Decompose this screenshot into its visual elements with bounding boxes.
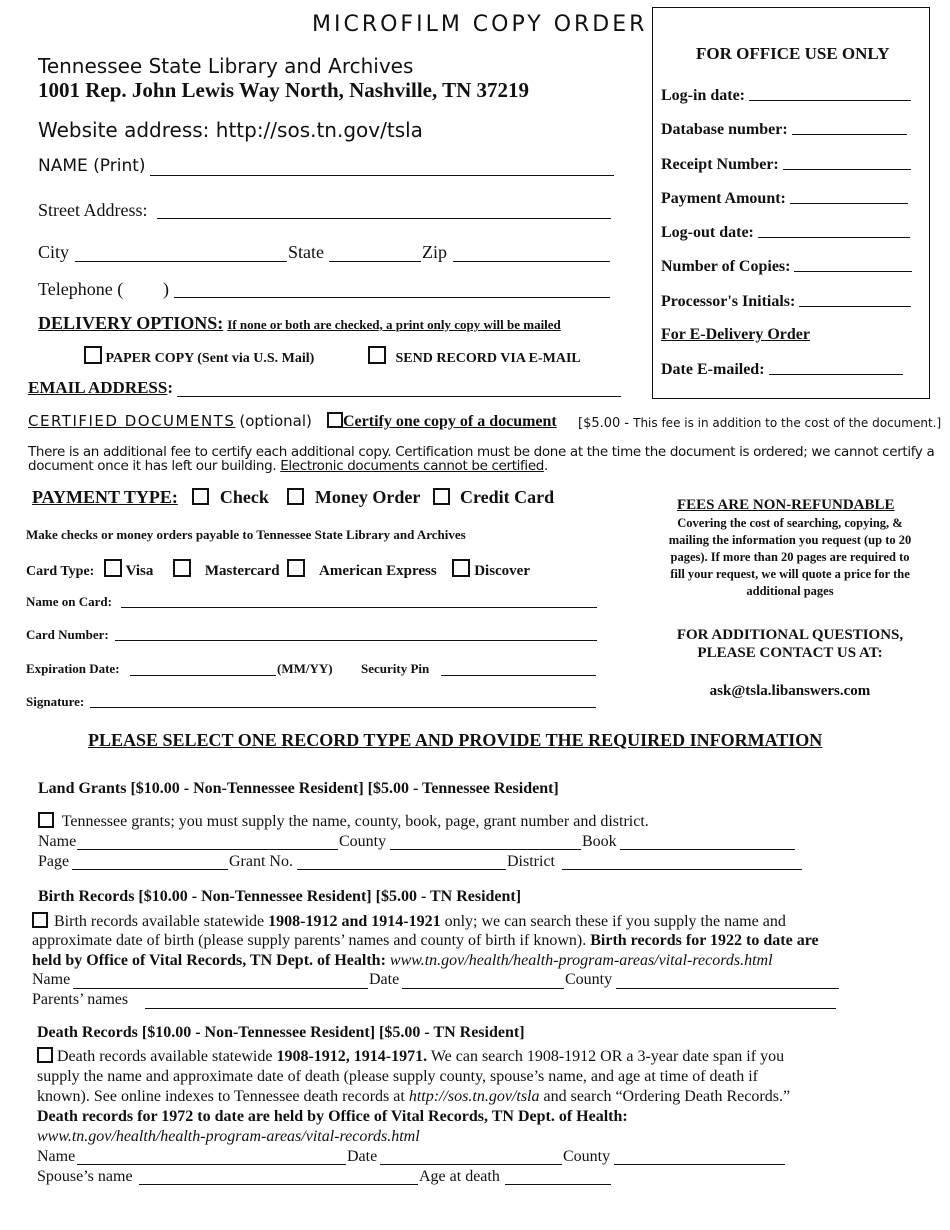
fees-description	[640, 515, 940, 600]
death-line-3	[37, 1088, 790, 1106]
zip-field[interactable]	[453, 261, 610, 262]
email-address-text: EMAIL ADDRESS	[28, 378, 168, 397]
death-link-2[interactable]: www.tn.gov/health/health-program-areas/vital-records.html	[37, 1128, 420, 1145]
pin-field[interactable]	[441, 675, 596, 676]
delivery-options	[38, 313, 561, 334]
birth-l2b: Birth records for 1922 to date are	[590, 932, 819, 949]
land-name-field[interactable]	[77, 849, 338, 850]
birth-l1c: only; we can search these if you supply the name and	[444, 913, 786, 930]
death-date-label: Date	[347, 1148, 378, 1165]
birth-line-2	[32, 932, 819, 950]
fees-line: pages). If more than 20 pages are required to	[670, 550, 910, 564]
name-on-card-label: Name on Card:	[26, 594, 112, 609]
death-line-4: Death records for 1972 to date are held by Office of Vital Records, TN Dept. of Health:	[37, 1108, 628, 1125]
birth-l2a: approximate date of birth (please supply parents’ names and county of birth if known).	[32, 932, 587, 949]
mastercard-checkbox[interactable]	[173, 559, 191, 577]
death-name-label: Name	[37, 1148, 76, 1165]
fees-line: Covering the cost of searching, copying, &	[677, 516, 903, 530]
birth-link[interactable]: www.tn.gov/health/health-program-areas/vital-records.html	[389, 952, 773, 969]
certified-optional: (optional)	[239, 412, 312, 430]
office-initials-label: Processor's Initials:	[661, 293, 796, 310]
land-book-field[interactable]	[620, 849, 795, 850]
office-emailed-field[interactable]	[769, 360, 903, 375]
website-label-text: Website address:	[38, 118, 210, 142]
birth-checkbox[interactable]	[32, 912, 48, 928]
payment-row	[32, 487, 554, 508]
certify-fee	[578, 414, 941, 432]
land-county-field[interactable]	[390, 849, 581, 850]
visa-label: Visa	[125, 563, 154, 579]
contact-email[interactable]: ask@tsla.libanswers.com	[709, 683, 871, 699]
birth-parents-field[interactable]	[145, 1008, 836, 1009]
office-edelivery-label: For E-Delivery Order	[661, 326, 810, 343]
name-on-card-field[interactable]	[121, 607, 597, 608]
org-address: 1001 Rep. John Lewis Way North, Nashville, TN 37219	[38, 78, 530, 102]
birth-title: Birth Records [$10.00 - Non-Tennessee Resident] [$5.00 - TN Resident]	[38, 888, 522, 905]
telephone-field[interactable]	[174, 297, 610, 298]
death-county-field[interactable]	[614, 1164, 785, 1165]
birth-l1a: Birth records available statewide	[54, 913, 265, 930]
birth-county-label: County	[565, 971, 613, 988]
questions-line-2: PLEASE CONTACT US AT:	[697, 645, 883, 661]
death-date-field[interactable]	[380, 1164, 562, 1165]
office-receipt-label: Receipt Number:	[661, 156, 779, 173]
name-label: NAME (Print)	[38, 156, 146, 176]
office-login-row	[661, 86, 911, 105]
death-checkbox[interactable]	[37, 1047, 53, 1063]
death-l1b: 1908-1912, 1914-1971.	[276, 1048, 428, 1065]
office-emailed-row	[661, 360, 903, 379]
name-field[interactable]	[150, 175, 614, 176]
office-logout-row	[661, 223, 910, 242]
death-l3c: and search “Ordering Death Records.”	[543, 1088, 791, 1105]
death-line-1	[37, 1047, 784, 1066]
certify-checkbox[interactable]	[327, 412, 343, 428]
card-type-label: Card Type:	[26, 564, 95, 579]
expiration-label: Expiration Date:	[26, 661, 120, 676]
discover-label: Discover	[474, 563, 530, 579]
office-receipt-field[interactable]	[783, 155, 911, 170]
check-checkbox[interactable]	[192, 488, 209, 505]
office-use-box	[652, 7, 930, 399]
signature-field[interactable]	[90, 707, 596, 708]
credit-card-label: Credit Card	[460, 487, 555, 507]
land-book-label: Book	[582, 833, 617, 850]
email-delivery-label: SEND RECORD VIA E-MAIL	[395, 351, 581, 366]
record-type-heading: PLEASE SELECT ONE RECORD TYPE AND PROVIDE THE REQUIRED INFORMATION	[88, 730, 823, 750]
delivery-note: If none or both are checked, a print only copy will be mailed	[227, 317, 561, 332]
office-payment-field[interactable]	[790, 189, 908, 204]
office-database-field[interactable]	[792, 120, 907, 135]
birth-parents-label: Parents’ names	[32, 991, 129, 1008]
amex-label: American Express	[319, 563, 437, 579]
certified-para-2	[28, 458, 548, 474]
office-login-field[interactable]	[749, 86, 911, 101]
death-l1c: We can search 1908-1912 OR a 3-year date span if you	[430, 1048, 785, 1065]
land-page-field[interactable]	[72, 869, 228, 870]
certified-para-2-text: document once it has left our building.	[28, 458, 277, 474]
payable-note: Make checks or money orders payable to Tennessee State Library and Archives	[26, 527, 466, 542]
telephone-paren: )	[163, 279, 169, 299]
death-l3a: known). See online indexes to Tennessee death records at	[37, 1088, 405, 1105]
land-checkbox[interactable]	[38, 812, 54, 828]
payment-label: PAYMENT TYPE:	[32, 487, 178, 507]
email-delivery-checkbox[interactable]	[368, 346, 386, 364]
land-county-label: County	[339, 833, 387, 850]
zip-label: Zip	[422, 242, 447, 262]
page-title: MICROFILM COPY ORDER	[312, 12, 648, 37]
website-label	[38, 118, 423, 142]
email-address-colon: :	[167, 378, 174, 397]
mmyy-label: (MM/YY)	[277, 661, 333, 676]
death-county-label: County	[563, 1148, 611, 1165]
certified-period: .	[544, 458, 548, 474]
land-name-label: Name	[38, 833, 77, 850]
state-label: State	[288, 242, 324, 262]
office-receipt-row	[661, 155, 911, 174]
office-payment-row	[661, 189, 908, 208]
card-number-field[interactable]	[115, 640, 597, 641]
certified-electronic-note: Electronic documents cannot be certified	[280, 458, 545, 474]
certify-option[interactable]	[327, 412, 557, 431]
land-district-field[interactable]	[562, 869, 802, 870]
office-copies-field[interactable]	[794, 257, 912, 272]
city-label: City	[38, 242, 70, 262]
email-address-label	[28, 378, 173, 398]
land-page-label: Page	[38, 853, 70, 870]
certify-fee-note: This fee is in addition to the cost of the document.]	[633, 416, 942, 430]
death-age-label: Age at death	[419, 1168, 500, 1185]
expiration-field[interactable]	[130, 675, 276, 676]
certify-label: Certify one copy of a document	[343, 413, 557, 430]
paper-copy-label: PAPER COPY (Sent via U.S. Mail)	[105, 351, 315, 366]
death-spouse-field[interactable]	[139, 1184, 418, 1185]
paper-copy-option[interactable]	[84, 346, 314, 367]
signature-label: Signature:	[26, 694, 85, 709]
discover-checkbox[interactable]	[452, 559, 470, 577]
mastercard-label: Mastercard	[204, 563, 280, 579]
telephone-label: Telephone (	[38, 279, 124, 299]
land-grant-field[interactable]	[297, 869, 506, 870]
death-name-field[interactable]	[77, 1164, 346, 1165]
birth-name-field[interactable]	[73, 988, 368, 989]
certify-fee-amount: [$5.00 -	[578, 416, 630, 431]
money-order-label: Money Order	[314, 487, 421, 507]
office-payment-label: Payment Amount:	[661, 190, 786, 207]
office-database-label: Database number:	[661, 121, 788, 138]
birth-date-field[interactable]	[402, 988, 564, 989]
office-logout-label: Log-out date:	[661, 224, 754, 241]
amex-checkbox[interactable]	[287, 559, 305, 577]
questions-line-1: FOR ADDITIONAL QUESTIONS,	[676, 627, 904, 643]
death-spouse-label: Spouse’s name	[37, 1168, 133, 1185]
office-logout-field[interactable]	[758, 223, 910, 238]
org-name: Tennessee State Library and Archives	[38, 54, 414, 78]
birth-l3a: held by Office of Vital Records, TN Dept. of Health:	[32, 952, 386, 969]
city-field[interactable]	[75, 261, 287, 262]
fees-title: FEES ARE NON-REFUNDABLE	[677, 497, 895, 513]
birth-line-3	[32, 952, 773, 970]
birth-date-label: Date	[369, 971, 400, 988]
card-type-row	[26, 559, 530, 580]
fees-line: additional pages	[746, 584, 834, 598]
office-copies-label: Number of Copies:	[661, 258, 791, 275]
questions-text	[640, 626, 940, 662]
money-order-checkbox[interactable]	[287, 488, 304, 505]
land-desc: Tennessee grants; you must supply the name, county, book, page, grant number and district.	[61, 813, 649, 830]
credit-card-checkbox[interactable]	[433, 488, 450, 505]
office-initials-row	[661, 292, 911, 311]
visa-checkbox[interactable]	[104, 559, 122, 577]
land-title: Land Grants [$10.00 - Non-Tennessee Resident] [$5.00 - Tennessee Resident]	[38, 780, 559, 797]
street-label: Street Address:	[38, 200, 148, 220]
office-emailed-label: Date E-mailed:	[661, 361, 765, 378]
birth-l1b: 1908-1912 and 1914-1921	[268, 913, 441, 930]
death-link-1[interactable]: http://sos.tn.gov/tsla	[408, 1088, 540, 1105]
fees-line: mailing the information you request (up to 20	[668, 533, 912, 547]
card-number-label: Card Number:	[26, 627, 109, 642]
street-field[interactable]	[157, 218, 611, 219]
death-l1a: Death records available statewide	[57, 1048, 273, 1065]
office-copies-row	[661, 257, 912, 276]
paper-copy-checkbox[interactable]	[84, 346, 102, 364]
office-title: FOR OFFICE USE ONLY	[696, 44, 890, 63]
email-address-field[interactable]	[177, 396, 621, 397]
office-database-row	[661, 120, 907, 139]
certified-label: CERTIFIED DOCUMENTS	[28, 412, 236, 430]
office-initials-field[interactable]	[799, 292, 911, 307]
check-label: Check	[219, 487, 269, 507]
website-link[interactable]: http://sos.tn.gov/tsla	[215, 118, 423, 142]
birth-county-field[interactable]	[616, 988, 839, 989]
death-line-2: supply the name and approximate date of death (please supply county, spouse’s name, and age at time of death if	[37, 1068, 758, 1085]
certified-row	[28, 412, 312, 431]
fees-line: fill your request, we will quote a price for the	[670, 567, 910, 581]
birth-line-1	[32, 912, 786, 931]
death-title: Death Records [$10.00 - Non-Tennessee Resident] [$5.00 - TN Resident]	[37, 1024, 525, 1041]
office-login-label: Log-in date:	[661, 87, 745, 104]
email-delivery-option[interactable]	[368, 346, 581, 367]
land-option[interactable]	[38, 812, 649, 831]
pin-label: Security Pin	[361, 661, 430, 676]
land-grant-label: Grant No.	[229, 853, 293, 870]
certified-para-1: There is an additional fee to certify each additional copy. Certification must be done at the time the document is ordered; we cannot certify a	[28, 444, 935, 460]
state-field[interactable]	[329, 261, 421, 262]
delivery-label: DELIVERY OPTIONS:	[38, 313, 224, 333]
land-district-label: District	[507, 853, 555, 870]
death-age-field[interactable]	[505, 1184, 611, 1185]
birth-name-label: Name	[32, 971, 71, 988]
